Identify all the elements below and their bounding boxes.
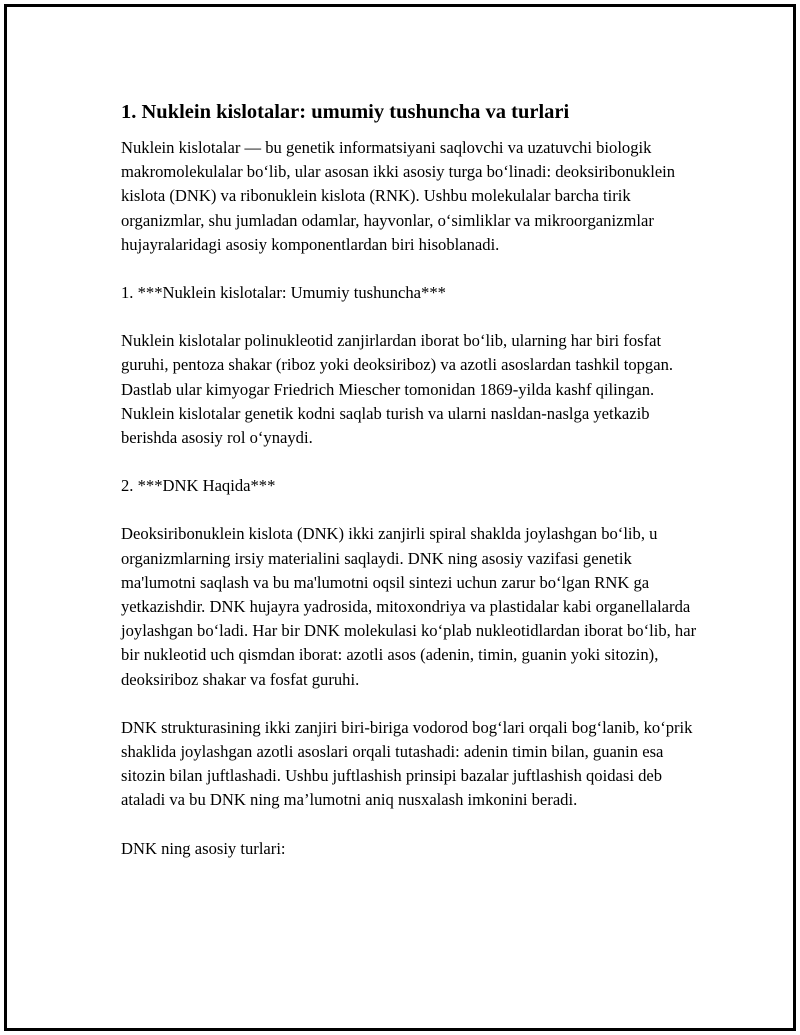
section-heading-general: 1. ***Nuklein kislotalar: Umumiy tushuncha***	[121, 283, 446, 303]
dnk-types-heading: DNK ning asosiy turlari:	[121, 838, 286, 858]
document-body	[121, 99, 701, 885]
intro-paragraph: Nuklein kislotalar — bu genetik informatsiyani saqlovchi va uzatuvchi biologik makromolekulalar bo‘lib, ular asosan ikki asosiy turga bo‘linadi: deoksiribonuklein kislota (DNK) va ribonuklein kislota (RNK). Ushbu molekulalar barcha tirik organizmlar, shu jumladan odamlar, hayvonlar, o‘simliklar va mikroorganizmlar hujayralaridagi asosiy komponentlardan biri hisoblanadi.	[121, 138, 676, 254]
page-title: 1. Nuklein kislotalar: umumiy tushuncha va turlari	[121, 101, 570, 123]
section-heading-dnk: 2. ***DNK Haqida***	[121, 476, 276, 496]
general-paragraph: Nuklein kislotalar polinukleotid zanjirlardan iborat bo‘lib, ularning har biri fosfat guruhi, pentoza shakar (riboz yoki deoksiriboz) va azotli asoslardan tashkil topgan. Dastlab ular kimyogar Friedrich Miescher tomonidan 1869-yilda kashf qilingan. Nuklein kislotalar genetik kodni saqlab turish va ularni nasldan-naslga yetkazib berishda asosiy rol o‘ynaydi.	[121, 331, 674, 448]
document-page	[4, 4, 796, 1031]
dnk-structure-paragraph: DNK strukturasining ikki zanjiri biri-biriga vodorod bog‘lari orqali bog‘lanib, ko‘prik shaklida joylashgan azotli asoslari orqali tutashadi: adenin timin bilan, guanin esa sitozin bilan juftlashadi. Ushbu juftlashish prinsipi bazalar juftlashish qoidasi deb ataladi va bu DNK ning ma’lumotni aniq nusxalash imkonini beradi.	[121, 717, 693, 810]
dnk-paragraph: Deoksiribonuklein kislota (DNK) ikki zanjirli spiral shaklda joylashgan bo‘lib, u organizmlarning irsiy materialini saqlaydi. DNK ning asosiy vazifasi genetik ma'lumotni saqlash va bu ma'lumotni oqsil sintezi uchun zarur bo‘lgan RNK ga yetkazishdir. DNK hujayra yadrosida, mitoxondriya va plastidalar kabi organellalarda joylashgan bo‘ladi. Har bir DNK molekulasi ko‘plab nukleotidlardan iborat bo‘lib, har bir nukleotid uch qismdan iborat: azotli asos (adenin, timin, guanin yoki sitozin), deoksiriboz shakar va fosfat guruhi.	[121, 524, 697, 689]
